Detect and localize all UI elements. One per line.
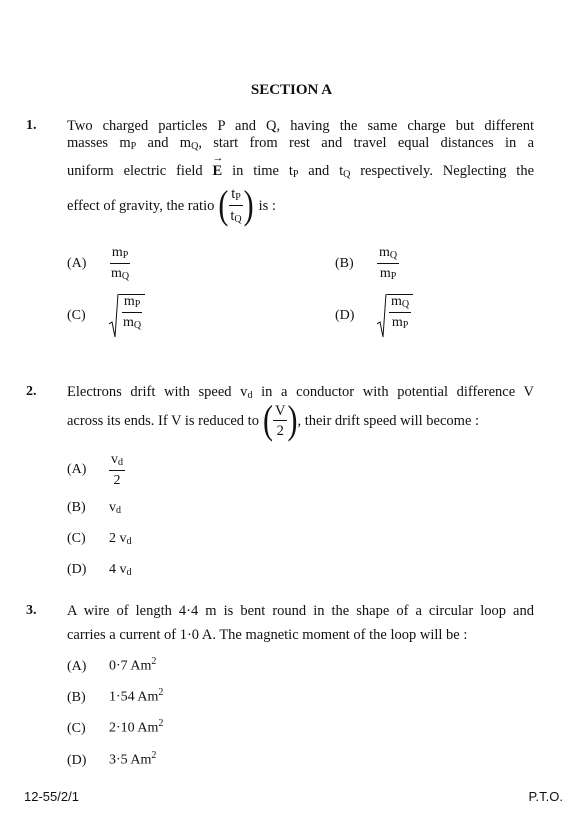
option-d[interactable]: (D) $\frac{m_Q}{m_P}$ xyxy=(335,292,413,340)
option-fraction: $\frac{m_P}{m_Q}$ xyxy=(111,245,130,282)
option-c[interactable]: (C) $\frac{m_P}{m_Q}$ xyxy=(67,292,145,340)
paper-code: 12-55/2/1 xyxy=(24,789,79,804)
pto-label: P.T.O. xyxy=(528,789,563,804)
question-number: 1. xyxy=(26,118,37,133)
question-text-line: masses $m_P$ and $m_Q$, start from rest and travel equal distances in a xyxy=(67,135,535,152)
question-text-line: uniform electric field → E in time $t_P$ and $t_Q$ respectively. Neglecting the xyxy=(67,163,534,180)
option-fraction: $\frac{m_Q}{m_P}$ xyxy=(379,245,398,282)
option-c[interactable]: (C) 2 $v_d$ xyxy=(67,531,132,547)
sqrt-icon xyxy=(377,294,387,338)
option-a[interactable]: (A) $\frac{m_P}{m_Q}$ xyxy=(67,245,130,282)
option-a[interactable]: (A) 0·7 Am$^2$ xyxy=(67,656,157,674)
question-text-line: Electrons drift with speed $v_d$ in a conductor with potential difference V xyxy=(67,384,535,401)
question-number: 3. xyxy=(26,603,37,618)
question-text-line: across its ends. If V is reduced to ( $\frac{V}{2}$ ) , their drift speed will become : xyxy=(67,398,480,443)
sqrt-icon xyxy=(109,294,119,338)
option-fraction: $\frac{v_d}{2}$ xyxy=(111,451,123,488)
option-d[interactable]: (D) 3·5 Am$^2$ xyxy=(67,750,157,768)
option-b[interactable]: (B) $\frac{m_Q}{m_P}$ xyxy=(335,245,398,282)
option-b[interactable]: (B) $v_d$ xyxy=(67,500,121,516)
question-text-line: carries a current of 1·0 A. The magnetic moment of the loop will be : xyxy=(67,627,468,643)
question-text-line: A wire of length 4·4 m is bent round in the shape of a circular loop and xyxy=(67,603,534,619)
square-root: $\frac{m_Q}{m_P}$ xyxy=(377,294,413,338)
question-text-line: Two charged particles P and Q, having the same charge but different xyxy=(67,118,534,134)
option-b[interactable]: (B) 1·54 Am$^2$ xyxy=(67,687,164,705)
vector-e: → E xyxy=(213,163,223,180)
option-d[interactable]: (D) 4 $v_d$ xyxy=(67,562,132,578)
question-text-line: effect of gravity, the ratio ( $\frac{t_P}{t_Q}$ ) is : xyxy=(67,183,276,228)
question-number: 2. xyxy=(26,384,37,399)
ratio-fraction: $\frac{t_P}{t_Q}$ xyxy=(230,186,242,225)
section-title: SECTION A xyxy=(250,82,333,98)
voltage-fraction: $\frac{V}{2}$ xyxy=(274,402,286,439)
option-c[interactable]: (C) 2·10 Am$^2$ xyxy=(67,718,164,736)
option-a[interactable]: (A) $\frac{v_d}{2}$ xyxy=(67,451,123,488)
square-root: $\frac{m_P}{m_Q}$ xyxy=(109,294,145,338)
